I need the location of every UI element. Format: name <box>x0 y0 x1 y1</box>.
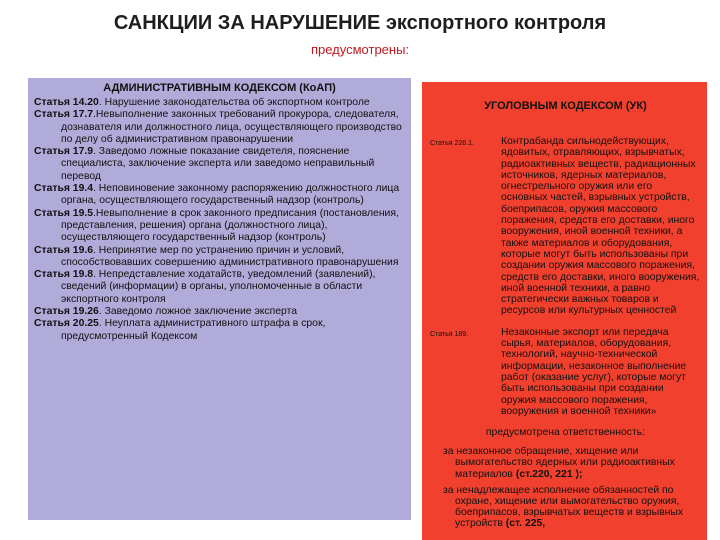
criminal-article <box>430 136 701 317</box>
article-text: .Невыполнение в срок законного предписания (постановления, представления, решения) органа (должностного лица), осуществляющего государственный надзор (контроль) <box>61 207 399 244</box>
liability-text: предусмотрена ответственность: <box>485 427 646 439</box>
law-item <box>34 183 405 208</box>
article-label: Статья 189. <box>430 330 469 338</box>
slide-subtitle: предусмотрены: <box>310 42 410 57</box>
article-label: Статья 19.26 <box>34 306 99 318</box>
administrative-code-heading: АДМИНИСТРАТИВНЫМ КОДЕКСОМ (КоАП) <box>103 82 336 94</box>
liability-item-text: за незаконное обращение, хищение или вымогательство ядерных или радиоактивных материалов <box>443 446 675 480</box>
article-label: Статья 19.4 <box>34 183 94 195</box>
slide-title: САНКЦИИ ЗА НАРУШЕНИЕ экспортного контроля <box>113 12 607 34</box>
article-text: Контрабанда сильнодействующих, ядовитых, отравляющих, взрывчатых, радиоактивных веществ, радиационных источников, ядерных материалов, огнестрельного оружия или его основных частей, взрывных устройств, боеприпасов, оружия массового поражения, средств его доставки, иного вооружения, иной военной техники, а также материалов и оборудования, которые могут быть использованы при создании оружия массового поражения, средств его доставки, иного вооружения, иной военной техники, а равно стратегически важных товаров и ресурсов или культурных ценностей <box>501 136 700 317</box>
article-label: Статья 20.25 <box>34 318 99 330</box>
article-label: Статья 14.20 <box>34 97 99 108</box>
article-text: . Заведомо ложные показание свидетеля, пояснение специалиста, заключение эксперта или заведомо неправильный перевод <box>61 146 375 182</box>
article-label: Статья 226.1. <box>430 140 474 147</box>
article-label: Статья 19.5 <box>34 207 94 219</box>
liability-item-ref: (ст. 225, <box>505 518 546 530</box>
law-item <box>34 109 405 146</box>
article-label: Статья 17.7 <box>34 109 94 121</box>
article-text: .Невыполнение законных требований прокурора, следователя, дознавателя или должностного лица, осуществляющего производство по делу об административном правонарушении <box>61 109 402 145</box>
law-item <box>34 97 405 109</box>
law-item <box>34 245 405 270</box>
administrative-code-panel <box>28 78 411 520</box>
article-text: . Неуплата административного штрафа в срок, предусмотренный Кодексом <box>61 318 326 342</box>
law-item <box>34 146 405 183</box>
article-label: Статья 17.9 <box>34 146 94 158</box>
article-text: . Непредставление ходатайств, уведомлений (заявлений), сведений (информации) в органы, уполномоченные в области экспортного контроля <box>61 269 376 305</box>
liability-item-text: за ненадлежащее исполнение обязанностей по охране, хищение или вымогательство оружия, боеприпасов, взрывчатых веществ и взрывных устройств <box>443 484 684 530</box>
criminal-code-heading: УГОЛОВНЫМ КОДЕКСОМ (УК) <box>484 100 647 112</box>
article-text: . Неповиновение законному распоряжению должностного лица органа, осуществляющего государственный надзор (контроль) <box>61 183 400 207</box>
article-label: Статья 19.6 <box>34 244 94 256</box>
law-item <box>34 208 405 245</box>
law-item <box>34 269 405 306</box>
administrative-articles-list <box>34 97 405 343</box>
liability-item <box>430 485 701 530</box>
liability-item-ref: (ст.220, 221 ); <box>515 468 583 480</box>
criminal-article <box>430 327 701 417</box>
article-text: Незаконные экспорт или передача сырья, материалов, оборудования, технологий, научно-технической информации, незаконное выполнение работ (оказание услуг), которые могут быть использованы при создании оружия массового поражения, вооружения и военной техники» <box>501 326 687 417</box>
article-text: . Заведомо ложное заключение эксперта <box>98 306 297 318</box>
law-item <box>34 318 405 343</box>
law-item <box>34 306 405 318</box>
article-label: Статья 19.8 <box>34 269 94 281</box>
article-text: . Непринятие мер по устранению причин и условий, способствовавших совершению административного правонарушения <box>61 244 399 268</box>
liability-item <box>430 446 701 480</box>
criminal-code-panel <box>422 82 707 540</box>
article-text: . Нарушение законодательства об экспортном контроле <box>98 97 370 108</box>
